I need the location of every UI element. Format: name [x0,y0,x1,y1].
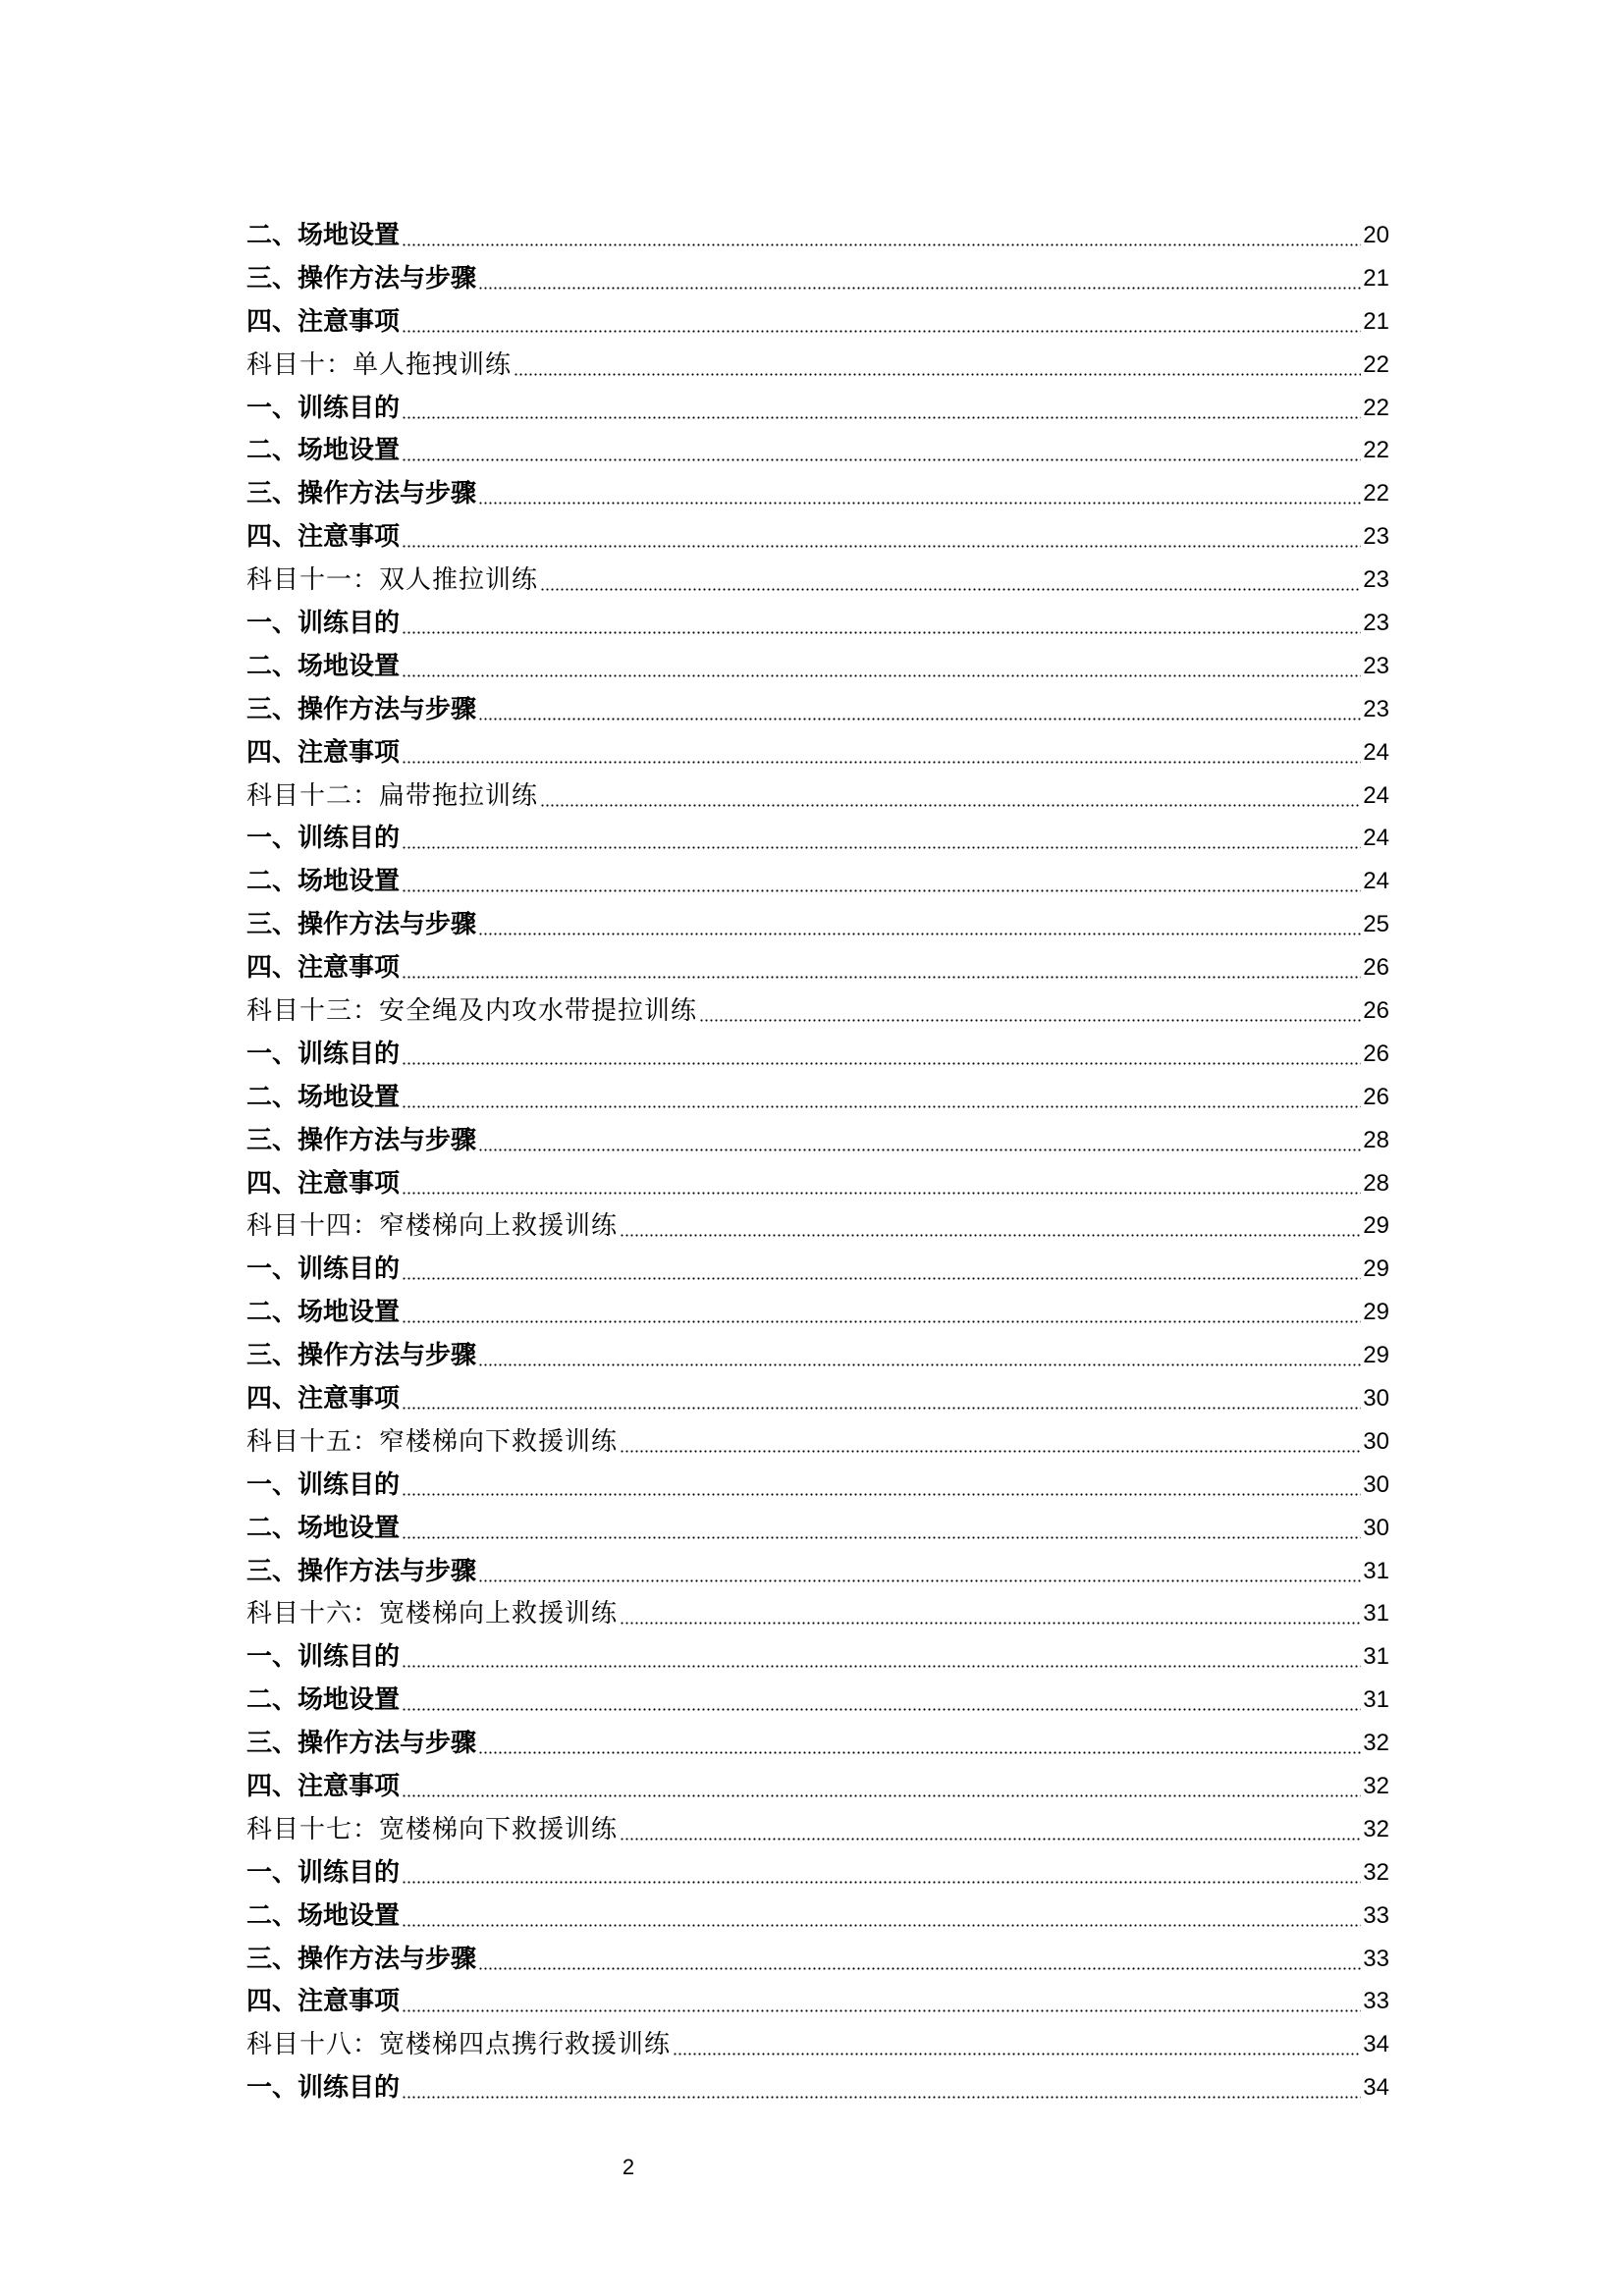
toc-entry-label: 科目十二：扁带拖拉训练 [246,780,539,811]
toc-entry-label: 二、场地设置 [246,1900,401,1931]
toc-entry-section[interactable] [246,1550,1389,1593]
toc-entry-page-number: 26 [1363,1040,1389,1067]
toc-entry-section[interactable] [246,387,1389,430]
toc-entry-label: 一、训练目的 [246,608,401,638]
toc-dot-leader [478,1341,1361,1370]
toc-dot-leader [402,1642,1361,1672]
toc-entry-label: 四、注意事项 [246,522,401,553]
toc-entry-page-number: 20 [1363,221,1389,248]
toc-entry-section[interactable] [246,903,1389,946]
toc-entry-label: 四、注意事项 [246,1168,401,1199]
toc-entry-label: 科目十七：宽楼梯向下救援训练 [246,1814,619,1844]
toc-dot-leader [478,910,1361,939]
toc-entry-label: 科目十四：窄楼梯向上救援训练 [246,1211,619,1242]
toc-dot-leader [402,1298,1361,1327]
toc-entry-section[interactable] [246,1464,1389,1507]
toc-entry-subject[interactable] [246,344,1389,387]
toc-entry-label: 一、训练目的 [246,1642,401,1673]
toc-entry-page-number: 31 [1363,1686,1389,1714]
toc-dot-leader [540,781,1361,811]
toc-entry-page-number: 23 [1363,652,1389,679]
toc-entry-page-number: 23 [1363,523,1389,551]
toc-entry-page-number: 24 [1363,738,1389,766]
toc-dot-leader [402,436,1361,465]
toc-entry-section[interactable] [246,1076,1389,1119]
toc-entry-section[interactable] [246,515,1389,559]
toc-dot-leader [402,1255,1361,1284]
toc-entry-subject[interactable] [246,1204,1389,1248]
toc-entry-page-number: 23 [1363,609,1389,636]
toc-entry-label: 四、注意事项 [246,953,401,984]
toc-entry-label: 一、训练目的 [246,824,401,854]
toc-entry-page-number: 33 [1363,1988,1389,2015]
toc-entry-page-number: 26 [1363,954,1389,982]
toc-entry-section[interactable] [246,1033,1389,1076]
toc-entry-label: 科目十三：安全绳及内攻水带提拉训练 [246,995,698,1026]
table-of-contents [246,214,1389,2109]
toc-dot-leader [478,264,1361,294]
toc-entry-section[interactable] [246,2066,1389,2109]
toc-entry-label: 一、训练目的 [246,2073,401,2104]
toc-dot-leader [699,996,1361,1026]
toc-entry-page-number: 32 [1363,1815,1389,1842]
toc-dot-leader [402,1083,1361,1112]
toc-dot-leader [402,1858,1361,1888]
toc-entry-page-number: 28 [1363,1126,1389,1153]
toc-entry-section[interactable] [246,214,1389,257]
toc-entry-label: 一、训练目的 [246,1255,401,1285]
toc-dot-leader [402,1470,1361,1500]
toc-entry-section[interactable] [246,1895,1389,1938]
toc-entry-page-number: 29 [1363,1299,1389,1326]
toc-entry-subject[interactable] [246,559,1389,602]
toc-entry-label: 四、注意事项 [246,1987,401,2017]
toc-dot-leader [402,824,1361,853]
toc-entry-section[interactable] [246,860,1389,903]
toc-dot-leader [402,1772,1361,1801]
toc-entry-label: 三、操作方法与步骤 [246,910,477,940]
toc-entry-label: 四、注意事项 [246,1772,401,1801]
toc-dot-leader [402,652,1361,681]
toc-dot-leader [402,522,1361,552]
toc-entry-page-number: 32 [1363,1858,1389,1886]
toc-entry-section[interactable] [246,946,1389,989]
toc-entry-page-number: 22 [1363,480,1389,507]
toc-entry-page-number: 24 [1363,825,1389,852]
toc-entry-page-number: 30 [1363,1384,1389,1412]
toc-entry-label: 一、训练目的 [246,1857,401,1888]
toc-entry-section[interactable] [246,1765,1389,1808]
toc-entry-label: 一、训练目的 [246,1469,401,1500]
toc-entry-section[interactable] [246,1938,1389,1981]
toc-dot-leader [673,2030,1361,2059]
toc-dot-leader [478,695,1361,724]
toc-entry-section[interactable] [246,731,1389,774]
toc-entry-label: 一、训练目的 [246,393,401,423]
toc-entry-label: 科目十一：双人推拉训练 [246,565,539,596]
toc-entry-page-number: 33 [1363,1901,1389,1929]
toc-entry-page-number: 28 [1363,1169,1389,1197]
toc-entry-label: 二、场地设置 [246,1082,401,1112]
toc-entry-label: 四、注意事项 [246,306,401,337]
toc-dot-leader [402,867,1361,896]
toc-entry-subject[interactable] [246,1808,1389,1851]
toc-entry-page-number: 29 [1363,1255,1389,1283]
toc-dot-leader [514,350,1361,380]
toc-entry-page-number: 26 [1363,1083,1389,1110]
toc-dot-leader [402,1384,1361,1414]
toc-entry-label: 三、操作方法与步骤 [246,1341,477,1371]
toc-dot-leader [402,307,1361,337]
toc-entry-label: 科目十八：宽楼梯四点携行救援训练 [246,2030,672,2060]
toc-entry-page-number: 30 [1363,1514,1389,1541]
toc-entry-label: 三、操作方法与步骤 [246,1556,477,1586]
toc-dot-leader [402,394,1361,423]
toc-entry-label: 二、场地设置 [246,436,401,466]
toc-entry-page-number: 24 [1363,781,1389,809]
toc-entry-section[interactable] [246,472,1389,515]
toc-dot-leader [402,1987,1361,2016]
toc-entry-subject[interactable] [246,2023,1389,2066]
toc-entry-label: 三、操作方法与步骤 [246,1125,477,1155]
toc-entry-page-number: 22 [1363,437,1389,464]
toc-entry-page-number: 32 [1363,1773,1389,1799]
toc-entry-page-number: 21 [1363,307,1389,335]
toc-entry-subject[interactable] [246,1420,1389,1464]
toc-dot-leader [402,1040,1361,1069]
toc-entry-label: 三、操作方法与步骤 [246,694,477,724]
toc-entry-label: 四、注意事项 [246,1383,401,1414]
toc-entry-section[interactable] [246,1119,1389,1162]
toc-entry-section[interactable] [246,1507,1389,1550]
toc-dot-leader [620,1815,1361,1844]
toc-entry-page-number: 23 [1363,566,1389,594]
toc-entry-section[interactable] [246,645,1389,688]
toc-entry-page-number: 21 [1363,264,1389,292]
toc-entry-page-number: 32 [1363,1730,1389,1757]
toc-entry-label: 二、场地设置 [246,651,401,681]
toc-entry-label: 三、操作方法与步骤 [246,1944,477,1974]
toc-entry-section[interactable] [246,300,1389,344]
toc-entry-section[interactable] [246,1162,1389,1205]
toc-dot-leader [478,1945,1361,1974]
toc-dot-leader [540,565,1361,595]
toc-entry-label: 二、场地设置 [246,220,401,250]
toc-entry-section[interactable] [246,429,1389,472]
toc-entry-label: 二、场地设置 [246,1298,401,1328]
toc-entry-subject[interactable] [246,989,1389,1033]
toc-entry-section[interactable] [246,688,1389,731]
toc-entry-page-number: 30 [1363,1470,1389,1498]
toc-entry-label: 二、场地设置 [246,867,401,897]
toc-entry-label: 一、训练目的 [246,1039,401,1069]
toc-entry-page-number: 31 [1363,1643,1389,1671]
toc-entry-section[interactable] [246,1377,1389,1420]
toc-dot-leader [402,953,1361,983]
toc-entry-page-number: 34 [1363,2031,1389,2058]
toc-entry-page-number: 34 [1363,2074,1389,2102]
toc-entry-label: 四、注意事项 [246,737,401,768]
toc-dot-leader [478,1126,1361,1155]
toc-dot-leader [478,479,1361,508]
toc-entry-page-number: 22 [1363,350,1389,378]
toc-entry-section[interactable] [246,257,1389,300]
toc-dot-leader [402,1169,1361,1199]
page-number: 2 [622,2155,635,2179]
toc-entry-section[interactable] [246,1851,1389,1895]
toc-entry-section[interactable] [246,817,1389,860]
toc-entry-page-number: 26 [1363,996,1389,1024]
toc-entry-section[interactable] [246,1291,1389,1334]
toc-entry-section[interactable] [246,1635,1389,1679]
toc-dot-leader [478,1729,1361,1758]
toc-entry-label: 科目十：单人拖拽训练 [246,349,513,380]
toc-entry-page-number: 24 [1363,868,1389,895]
toc-dot-leader [402,609,1361,638]
toc-entry-page-number: 33 [1363,1945,1389,1972]
toc-entry-subject[interactable] [246,1593,1389,1636]
toc-dot-leader [402,738,1361,768]
toc-dot-leader [478,1557,1361,1586]
toc-entry-page-number: 30 [1363,1427,1389,1455]
toc-entry-page-number: 23 [1363,695,1389,722]
toc-entry-section[interactable] [246,1981,1389,2024]
toc-entry-label: 三、操作方法与步骤 [246,479,477,509]
toc-entry-section[interactable] [246,1722,1389,1765]
toc-entry-section[interactable] [246,1679,1389,1722]
toc-dot-leader [620,1427,1361,1457]
toc-entry-page-number: 25 [1363,911,1389,938]
toc-dot-leader [402,1685,1361,1715]
toc-entry-label: 二、场地设置 [246,1513,401,1543]
toc-entry-section[interactable] [246,1248,1389,1291]
toc-entry-label: 科目十五：窄楼梯向下救援训练 [246,1426,619,1457]
toc-dot-leader [402,2073,1361,2103]
toc-entry-page-number: 31 [1363,1557,1389,1584]
toc-entry-page-number: 29 [1363,1212,1389,1240]
toc-entry-label: 三、操作方法与步骤 [246,263,477,294]
toc-entry-page-number: 31 [1363,1600,1389,1628]
toc-dot-leader [402,1514,1361,1543]
toc-entry-subject[interactable] [246,774,1389,818]
toc-dot-leader [620,1599,1361,1629]
toc-entry-page-number: 29 [1363,1342,1389,1369]
toc-entry-label: 二、场地设置 [246,1685,401,1716]
toc-entry-section[interactable] [246,1334,1389,1377]
toc-dot-leader [402,221,1361,250]
toc-entry-label: 科目十六：宽楼梯向上救援训练 [246,1599,619,1629]
toc-entry-label: 三、操作方法与步骤 [246,1729,477,1759]
toc-entry-page-number: 22 [1363,394,1389,421]
toc-dot-leader [402,1901,1361,1931]
toc-entry-section[interactable] [246,602,1389,645]
toc-dot-leader [620,1211,1361,1241]
